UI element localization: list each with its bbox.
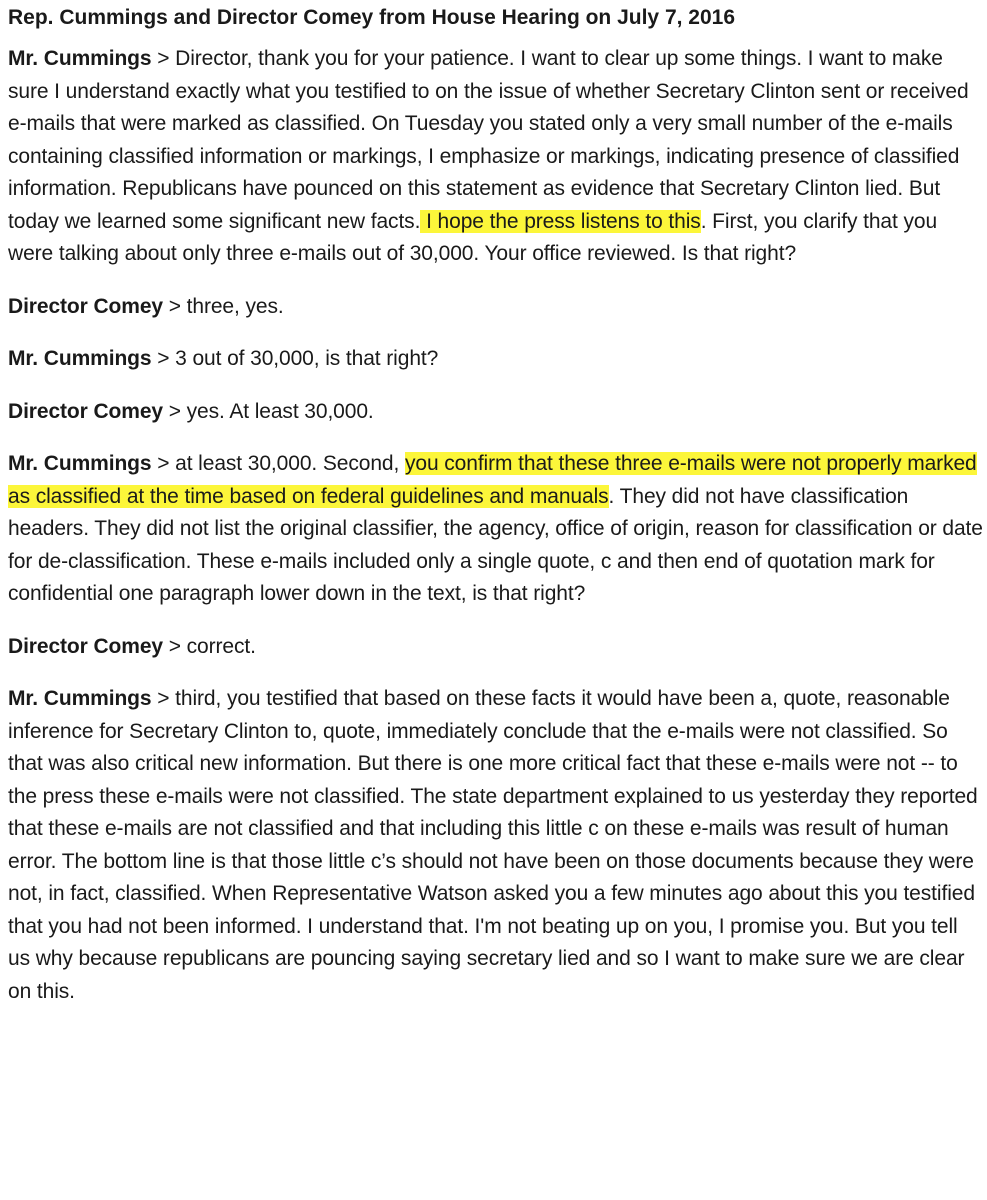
speaker-name: Mr. Cummings <box>8 347 152 370</box>
highlighted-text: I hope the press listens to this <box>420 209 701 233</box>
statement-text: correct. <box>186 634 256 658</box>
statement-text: Director, thank you for your patience. I want to clear up some things. I want to make sure I understand exactly what you testified to on the issue of whether Secretary Clinton sent or received e-mails that were marked as classified. On Tuesday you stated only a very small number of the e-mails containing classified information or markings, I emphasize or markings, indicating presence of classified information. Republicans have pounced on this statement as evidence that Secretary Clinton lied. But today we learned some significant new facts. <box>8 47 969 233</box>
speaker-separator: > <box>151 452 176 475</box>
speaker-separator: > <box>151 687 176 710</box>
speaker-separator: > <box>162 634 187 658</box>
statement-text: yes. At least 30,000. <box>186 399 374 423</box>
transcript-paragraph <box>8 396 983 429</box>
speaker-separator: > <box>162 294 187 318</box>
transcript-paragraph <box>8 631 983 664</box>
speaker-name: Director Comey <box>8 399 163 423</box>
transcript-paragraph <box>8 43 983 271</box>
transcript-paragraph <box>8 343 983 376</box>
statement-text: at least 30,000. Second, <box>175 452 405 475</box>
transcript-paragraph <box>8 448 983 611</box>
statement-text: three, yes. <box>186 294 284 318</box>
statement-text: . First, you clarify that you were talking about only three e-mails out of 30,000. Your office reviewed. Is that right? <box>8 209 938 265</box>
transcript-document <box>8 0 983 1008</box>
speaker-name: Mr. Cummings <box>8 687 152 710</box>
highlighted-text: you confirm that these three e-mails were not properly marked as classified at the time based on federal guidelines and manuals <box>8 452 977 508</box>
speaker-separator: > <box>162 399 187 423</box>
speaker-separator: > <box>151 47 176 70</box>
statement-text: 3 out of 30,000, is that right? <box>175 347 439 370</box>
transcript-paragraph <box>8 683 983 1008</box>
speaker-name: Director Comey <box>8 634 163 658</box>
transcript-paragraph <box>8 291 983 324</box>
statement-text: third, you testified that based on these facts it would have been a, quote, reasonable inference for Secretary Clinton to, quote, immediately conclude that the e-mails were not classified. So that was also critical new information. But there is one more critical fact that these e-mails were not -- to the press these e-mails were not classified. The state department explained to us yesterday they reported that these e-mails are not classified and that including this little c on these e-mails was result of human error. The bottom line is that those little c’s should not have been on those documents because they were not, in fact, classified. When Representative Watson asked you a few minutes ago about this you testified that you had not been informed. I understand that. I'm not beating up on you, I promise you. But you tell us why because republicans are pouncing saying secretary lied and so I want to make sure we are clear on this. <box>8 687 978 1003</box>
speaker-separator: > <box>151 347 176 370</box>
speaker-name: Director Comey <box>8 294 163 318</box>
speaker-name: Mr. Cummings <box>8 47 152 70</box>
statement-text: . They did not have classification headers. They did not list the original classifier, the agency, office of origin, reason for classification or date for de-classification. These e-mails included only a single quote, c and then end of quotation mark for confidential one paragraph lower down in the text, is that right? <box>8 484 983 605</box>
speaker-name: Mr. Cummings <box>8 452 152 475</box>
document-title: Rep. Cummings and Director Comey from House Hearing on July 7, 2016 <box>8 6 736 29</box>
